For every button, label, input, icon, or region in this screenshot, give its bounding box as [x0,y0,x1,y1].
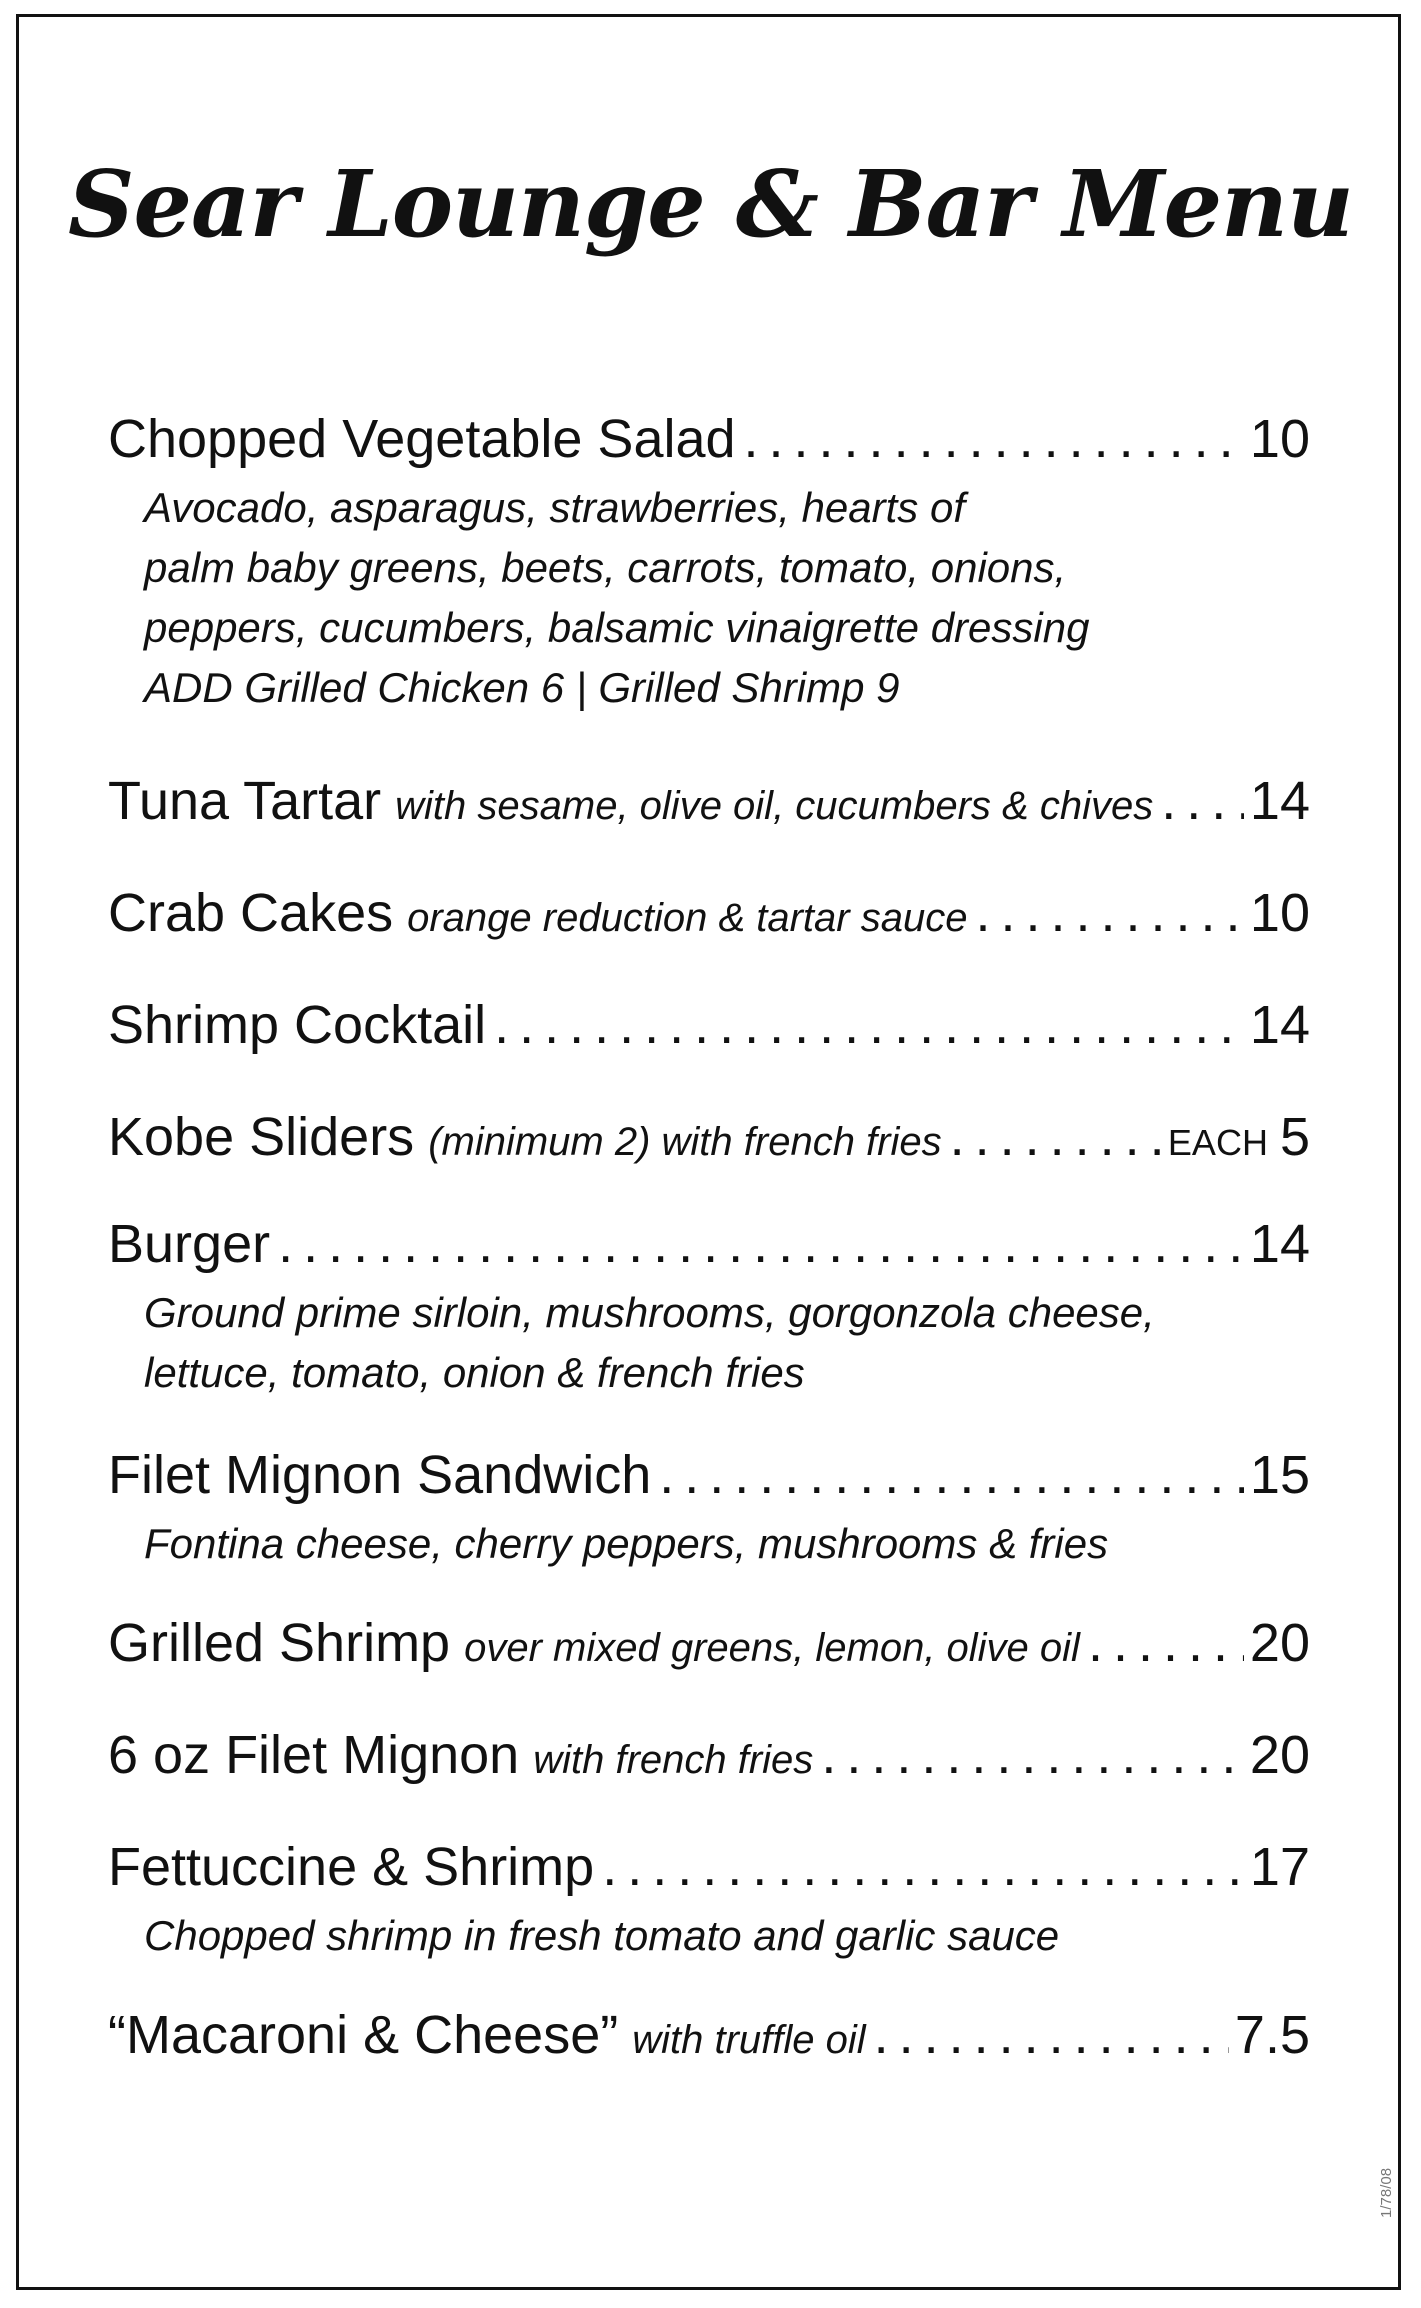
item-name: Burger [108,1214,271,1274]
item-price: 20 [1249,1613,1310,1673]
item-note: over mixed greens, lemon, olive oil [464,1626,1080,1670]
item-name: Crab Cakes [108,883,394,943]
dot-leader [1161,770,1244,832]
item-price: 20 [1249,1725,1310,1785]
item-name: Fettuccine & Shrimp [108,1837,595,1897]
dot-leader [278,1213,1244,1275]
item-price: 14 [1249,1214,1310,1274]
item-name: Tuna Tartar [108,771,382,831]
dot-leader [602,1836,1244,1898]
description-line: ADD Grilled Chicken 6 | Grilled Shrimp 9 [144,664,900,711]
description-line: Fontina cheese, cherry peppers, mushrooms & fries [144,1520,1109,1567]
item-note: with truffle oil [632,2018,866,2062]
item-price: 15 [1249,1445,1310,1505]
menu-item [108,1213,1310,1403]
menu-item [108,1106,1310,1176]
menu-item [108,882,1310,952]
item-price: 5 [1279,1107,1310,1167]
item-price: 14 [1249,771,1310,831]
item-description [144,478,1310,718]
item-price: 10 [1249,409,1310,469]
description-line: lettuce, tomato, onion & french fries [144,1349,805,1396]
item-note: orange reduction & tartar sauce [407,896,968,940]
item-name: 6 oz Filet Mignon [108,1725,520,1785]
item-name: Shrimp Cocktail [108,995,487,1055]
item-note: (minimum 2) with french fries [428,1120,942,1164]
item-price: 17 [1249,1837,1310,1897]
item-name: “Macaroni & Cheese” [108,2005,619,2065]
dot-leader [744,408,1244,470]
menu-item [108,1836,1310,1966]
item-price: 14 [1249,995,1310,1055]
description-line: palm baby greens, beets, carrots, tomato, onions, [144,544,1067,591]
dot-leader [950,1106,1162,1168]
dot-leader [494,994,1244,1056]
menu-item [108,1612,1310,1682]
item-name: Chopped Vegetable Salad [108,409,736,469]
menu-item [108,408,1310,718]
item-name: Filet Mignon Sandwich [108,1445,652,1505]
menu-title: Sear Lounge & Bar Menu [68,150,1353,258]
dot-leader [1088,1612,1244,1674]
menu-item [108,994,1310,1064]
item-description [144,1514,1310,1574]
dot-leader [975,882,1243,944]
menu-item [108,2004,1310,2074]
item-note: with sesame, olive oil, cucumbers & chives [395,784,1154,828]
print-date-stamp: 1/78/08 [1378,2167,1395,2218]
item-name: Grilled Shrimp [108,1613,451,1673]
menu-item [108,1724,1310,1794]
item-name: Kobe Sliders [108,1107,415,1167]
item-note: with french fries [533,1738,814,1782]
item-unit: EACH [1167,1122,1268,1163]
description-line: Avocado, asparagus, strawberries, hearts of [144,484,965,531]
description-line: Chopped shrimp in fresh tomato and garlic sauce [144,1912,1060,1959]
item-price: 10 [1249,883,1310,943]
description-line: Ground prime sirloin, mushrooms, gorgonzola cheese, [144,1289,1155,1336]
item-description [144,1283,1310,1403]
menu-item [108,770,1310,840]
menu-item [108,1444,1310,1574]
dot-leader [821,1724,1244,1786]
dot-leader [659,1444,1244,1506]
description-line: peppers, cucumbers, balsamic vinaigrette dressing [144,604,1090,651]
item-description [144,1906,1310,1966]
dot-leader [874,2004,1229,2066]
item-price: 7.5 [1234,2005,1310,2065]
